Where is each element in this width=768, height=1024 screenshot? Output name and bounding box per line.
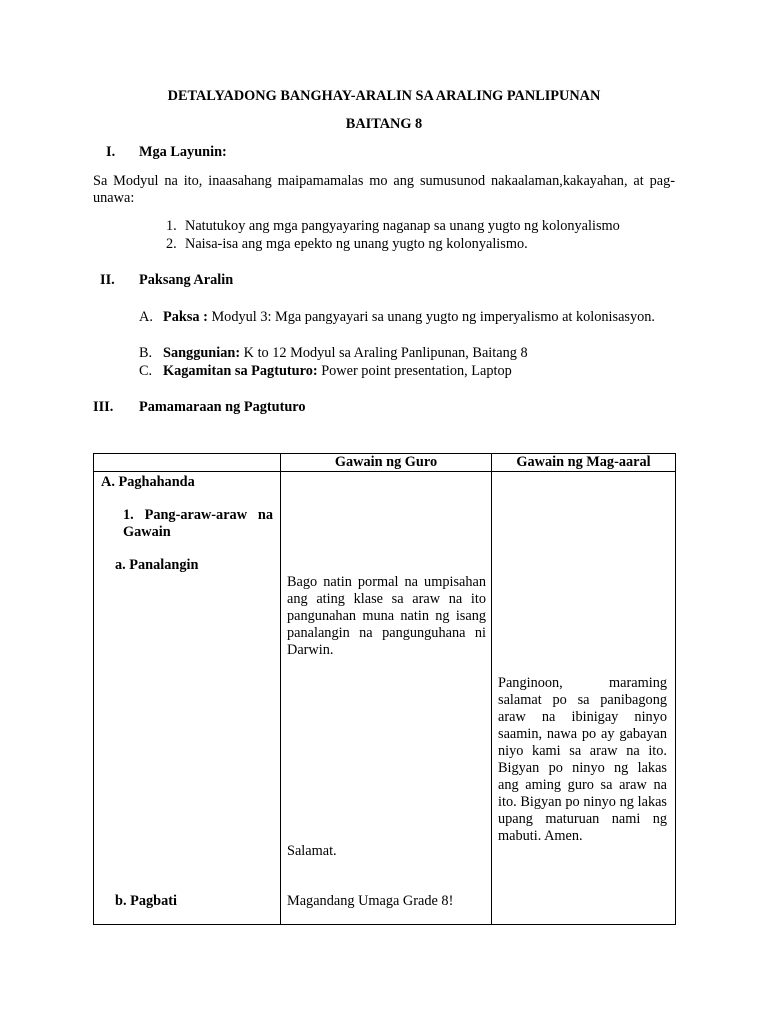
- objective-2-number: 2.: [166, 236, 177, 252]
- item-b-letter: B.: [139, 345, 153, 361]
- item-a: [163, 309, 675, 326]
- section-1-number: I.: [106, 144, 116, 160]
- section-3-heading: Pamamaraan ng Pagtuturo: [139, 399, 306, 415]
- grade-level: BAITANG 8: [345, 116, 423, 132]
- guro-column: [281, 472, 492, 925]
- guro-pagbati: Magandang Umaga Grade 8!: [287, 893, 454, 909]
- procedure-table: [93, 453, 676, 925]
- item-c-label: Kagamitan sa Pagtuturo:: [163, 363, 318, 379]
- header-gawain-guro: Gawain ng Guro: [281, 454, 492, 472]
- guro-salamat: Salamat.: [287, 843, 337, 859]
- header-gawain-mag-aaral: Gawain ng Mag-aaral: [492, 454, 676, 472]
- section-3-number: III.: [93, 399, 114, 415]
- stage-column: [94, 472, 281, 925]
- item-b-label: Sanggunian:: [163, 345, 241, 361]
- section-1-intro: Sa Modyul na ito, inaasahang maipamamalas mo ang sumusunod nakaalaman,kakayahan, at pag-unawa:: [93, 173, 675, 206]
- objective-1-text: Natutukoy ang mga pangyayaring naganap sa unang yugto ng kolonyalismo: [185, 218, 620, 234]
- stage-pagbati: b. Pagbati: [115, 893, 177, 909]
- mag-aaral-dasal: Panginoon, maraming salamat po sa panibagong araw na ibinigay ninyo saamin, nawa po ay gabayan niyo kami sa araw na ito. Bigyan po ninyo ng lakas ang aming guro sa araw na ito. Bigyan po ninyo ng lakas upang maturuan nami ng mabuti. Amen.: [498, 675, 667, 844]
- table-row: [94, 472, 676, 925]
- stage-paghahanda: A. Paghahanda: [101, 474, 195, 490]
- section-2-heading: Paksang Aralin: [139, 272, 234, 288]
- item-b: [163, 345, 528, 362]
- item-c-text: Power point presentation, Laptop: [317, 363, 512, 379]
- stage-panalangin: a. Panalangin: [115, 557, 199, 573]
- item-b-text: K to 12 Modyul sa Araling Panlipunan, Baitang 8: [240, 345, 528, 361]
- guro-panalangin-intro: Bago natin pormal na umpisahan ang ating klase sa araw na ito pangunahan muna natin ng isang panalangin na pangunguhana ni Darwin.: [287, 574, 486, 658]
- objective-2-text: Naisa-isa ang mga epekto ng unang yugto ng kolonyalismo.: [185, 236, 528, 252]
- objective-1-number: 1.: [166, 218, 177, 234]
- item-a-letter: A.: [139, 309, 153, 325]
- item-c-letter: C.: [139, 363, 153, 379]
- mag-aaral-column: [492, 472, 676, 925]
- stage-pang-araw-araw: 1. Pang-araw-araw na Gawain: [123, 507, 273, 540]
- table-header-row: [94, 454, 676, 472]
- section-1-heading: Mga Layunin:: [139, 144, 227, 160]
- document-title: DETALYADONG BANGHAY-ARALIN SA ARALING PANLIPUNAN: [167, 88, 601, 104]
- item-a-text: Modyul 3: Mga pangyayari sa unang yugto ng imperyalismo at kolonisasyon.: [207, 309, 656, 325]
- section-2-number: II.: [100, 272, 115, 288]
- header-blank: [94, 454, 281, 472]
- item-c: [163, 363, 512, 380]
- item-a-label: Paksa :: [163, 309, 208, 325]
